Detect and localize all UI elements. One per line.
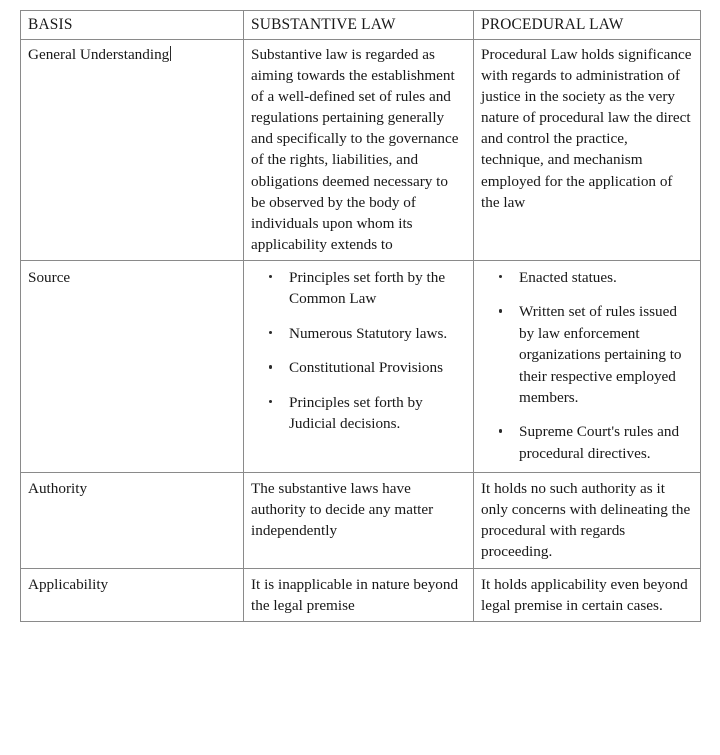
cell-substantive-authority xyxy=(244,473,474,568)
cell-paragraph: The substantive laws have authority to decide any matter independently xyxy=(251,480,434,540)
cell-basis-general-understanding[interactable] xyxy=(21,40,244,261)
list-item xyxy=(481,267,693,288)
list-item-text: Constitutional Provisions xyxy=(289,359,444,377)
cell-paragraph: It holds applicability even beyond legal premise in certain cases. xyxy=(481,575,688,614)
cell-basis-source xyxy=(21,260,244,472)
basis-label-authority: Authority xyxy=(28,480,88,498)
bullet-dot-icon xyxy=(269,365,272,368)
column-header-procedural-law xyxy=(474,11,701,40)
bullet-dot-icon xyxy=(269,331,272,334)
cell-basis-authority xyxy=(21,473,244,568)
bullet-dot-icon xyxy=(499,309,502,312)
column-header-procedural-law-label: PROCEDURAL LAW xyxy=(481,16,624,33)
list-item-text: Supreme Court's rules and procedural directives. xyxy=(519,423,680,462)
cell-basis-applicability xyxy=(21,568,244,621)
list-item-text: Numerous Statutory laws. xyxy=(289,324,448,342)
list-item xyxy=(481,421,693,464)
bullet-dot-icon xyxy=(499,275,502,278)
basis-label-applicability: Applicability xyxy=(28,575,109,593)
table-row-authority xyxy=(21,473,701,568)
cell-substantive-source xyxy=(244,260,474,472)
column-header-basis xyxy=(21,11,244,40)
table-row-source xyxy=(21,260,701,472)
cell-paragraph: It holds no such authority as it only concerns with delineating the procedural with regards proceeding. xyxy=(481,480,691,561)
list-item xyxy=(251,392,466,435)
cell-paragraph: Substantive law is regarded as aiming towards the establishment of a well-defined set of rules and regulations pertaining generally and specifically to the governance of the rights, liabilities, and obligations deemed necessary to be observed by the body of individuals upon whom its applicability extends to xyxy=(251,46,459,253)
cell-procedural-source xyxy=(474,260,701,472)
list-item xyxy=(481,301,693,408)
comparison-table xyxy=(20,10,701,622)
list-item-text: Principles set forth by Judicial decisions. xyxy=(289,393,423,432)
list-item xyxy=(251,323,466,344)
basis-label-source: Source xyxy=(28,268,71,286)
cell-procedural-authority xyxy=(474,473,701,568)
column-header-basis-label: BASIS xyxy=(28,16,73,33)
list-item-text: Enacted statues. xyxy=(519,268,617,286)
table-header-row xyxy=(21,11,701,40)
list-item-text: Principles set forth by the Common Law xyxy=(289,268,446,308)
list-item-text: Written set of rules issued by law enforcement organizations pertaining to their respective employed members. xyxy=(519,303,682,406)
table-row-applicability xyxy=(21,568,701,621)
cell-procedural-applicability xyxy=(474,568,701,621)
list-item xyxy=(251,267,466,310)
cell-substantive-applicability xyxy=(244,568,474,621)
table-row-general-understanding xyxy=(21,40,701,261)
cell-paragraph: It is inapplicable in nature beyond the legal premise xyxy=(251,575,459,614)
bullet-dot-icon xyxy=(269,400,272,403)
bullet-dot-icon xyxy=(499,429,502,432)
substantive-source-bullet-list xyxy=(251,267,466,434)
bullet-dot-icon xyxy=(269,275,272,278)
procedural-source-bullet-list xyxy=(481,267,693,464)
list-item xyxy=(251,357,466,378)
column-header-substantive-law-label: SUBSTANTIVE LAW xyxy=(251,16,396,33)
text-cursor-caret xyxy=(170,46,171,61)
cell-substantive-general-understanding xyxy=(244,40,474,261)
cell-paragraph: Procedural Law holds significance with regards to administration of justice in the society as the very nature of procedural law the direct and control the practice, technique, and mechanism employed for the application of the law xyxy=(481,46,692,211)
basis-label-general-understanding: General Understanding xyxy=(28,46,170,63)
column-header-substantive-law xyxy=(244,11,474,40)
cell-procedural-general-understanding xyxy=(474,40,701,261)
